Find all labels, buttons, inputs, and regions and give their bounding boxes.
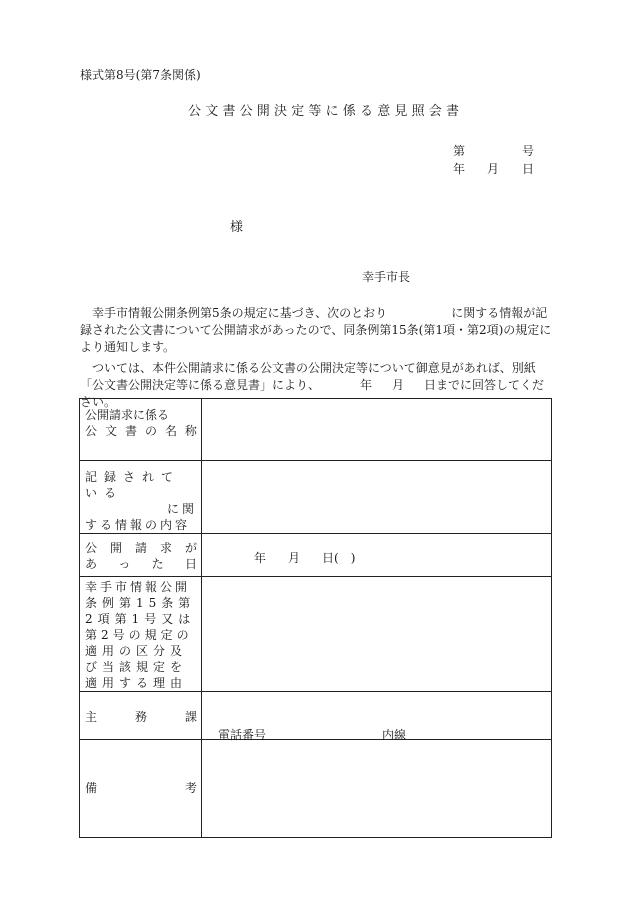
row-request-date [80, 534, 552, 577]
paragraph-1-b: に関する情報が記録された公文書について公開請求があったので、同条例第15条(第1項・第2項)の規定により通知します。 [80, 306, 552, 354]
label-document-name-2: 公 文 書 の 名 称 [85, 424, 197, 438]
request-date-value[interactable] [202, 534, 552, 577]
label-recorded-info-1: 記録されている [85, 470, 181, 500]
date-month: 月 [487, 162, 500, 176]
phone-number-label: 電話番号 [218, 728, 267, 742]
label-document-name-1: 公開請求に係る [85, 408, 170, 422]
reason-value[interactable] [202, 577, 552, 692]
label-reason-6: び当該規定を [85, 660, 188, 674]
label-recorded-info-3: する情報の内容 [85, 518, 191, 532]
label-reason-2: 条例第15条第 [85, 596, 196, 610]
label-request-date-2: あ っ た 日 [85, 557, 197, 571]
label-reason-5: 適用の区分及 [85, 644, 188, 658]
number-prefix: 第 [453, 144, 466, 158]
notice-paragraph [80, 305, 552, 356]
label-recorded-info-2: に関 [166, 502, 197, 516]
row-document-name [80, 399, 552, 461]
paragraph-2-a: ついては、本件公開請求に係る公文書の公開決定等について御意見があれば、別紙「公文書公開決定等に係る意見書」により、 [80, 361, 536, 392]
request-date-year: 年 [254, 551, 267, 565]
request-date-close: ) [350, 551, 356, 565]
paragraph-2-month: 月 [392, 378, 405, 392]
label-department: 主 務 課 [85, 710, 197, 724]
recorded-info-value[interactable] [202, 461, 552, 534]
paragraph-1-a: 幸手市情報公開条例第5条の規定に基づき、次のとおり [92, 306, 388, 320]
row-recorded-info [80, 461, 552, 534]
request-date-month: 月 [288, 551, 301, 565]
paragraph-2-year: 年 [360, 378, 373, 392]
number-suffix: 号 [522, 144, 535, 158]
label-reason-1: 幸手市情報公開 [85, 580, 191, 594]
document-name-value[interactable] [202, 399, 552, 461]
label-request-date-1: 公 開 請 求 が [85, 541, 197, 555]
sender: 幸手市長 [362, 270, 411, 284]
addressee: 様 [230, 220, 244, 235]
request-date-day: 日( [322, 551, 339, 565]
form-number: 様式第8号(第7条関係) [80, 68, 201, 82]
extension-label: 内線 [382, 728, 407, 742]
date-day: 日 [522, 162, 535, 176]
document-title: 公文書公開決定等に係る意見照会書 [188, 104, 464, 119]
remarks-value[interactable] [202, 740, 552, 838]
label-reason-4: 第2号の規定の [85, 628, 193, 642]
row-department [80, 692, 552, 740]
label-remarks: 備 考 [85, 781, 197, 795]
inquiry-form-table [79, 398, 552, 838]
date-year: 年 [453, 162, 466, 176]
department-value[interactable] [202, 692, 552, 740]
label-reason-7: 適用する理由 [85, 676, 188, 690]
row-reason [80, 577, 552, 692]
row-remarks [80, 740, 552, 838]
label-reason-3: 2項第1号又は [85, 612, 196, 626]
paragraph-2-b: 日までに回答してください。 [80, 378, 545, 409]
